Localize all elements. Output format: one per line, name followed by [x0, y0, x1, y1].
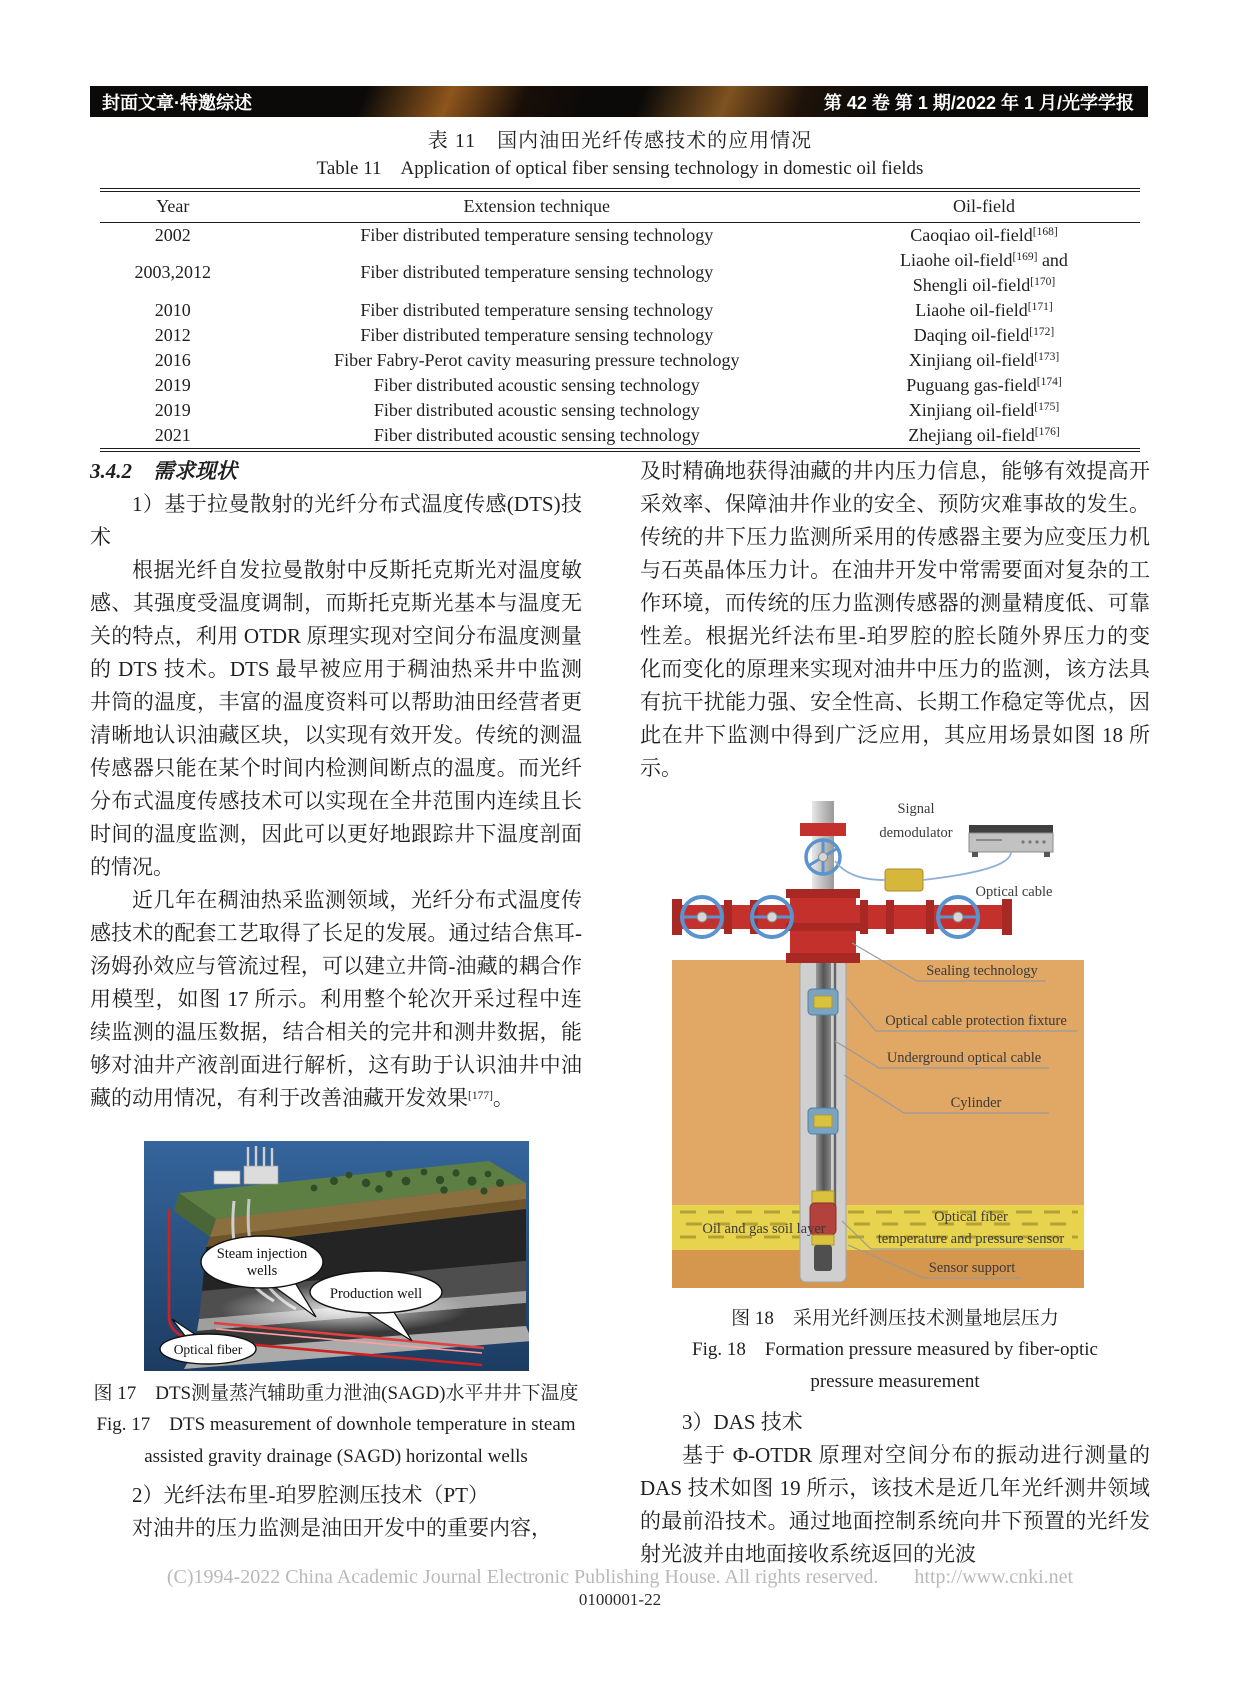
- page-header-band: [90, 86, 1148, 117]
- paragraph: 及时精确地获得油藏的井内压力信息，能够有效提高开采效率、保障油井作业的安全、预防灾难事故的发生。传统的井下压力监测所采用的传感器主要为应变压力机与石英晶体压力计。在油井开发中常需要面对复杂的工作环境，而传统的压力监测传感器的测量精度低、可靠性差。根据光纤法布里-珀罗腔的腔长随外界压力的变化而变化的原理来实现对油井中压力的监测，该方法具有抗干扰能力强、安全性高、长期工作稳定等优点，因此在井下监测中得到广泛应用，其应用场景如图 18 所示。: [640, 459, 1150, 780]
- paragraph-text: 近几年在稠油热采监测领域，光纤分布式温度传感技术的配套工艺取得了长足的发展。通过结合焦耳-汤姆孙效应与管流过程，可以建立井筒-油藏的耦合作用模型，如图 17 所示。利用整个轮次开采过程中连续监测的温压数据，结合相关的完井和测井数据，能够对油井产液剖面进行解析，这有助于认识油井中油藏的动用情况，有利于改善油藏开发效果: [90, 888, 582, 1110]
- fig18-label-underground-cable: Underground optical cable: [886, 1050, 1042, 1066]
- cell-year: 2019: [154, 399, 191, 420]
- table-body: [100, 222, 1140, 448]
- cell-year: 2012: [154, 324, 191, 345]
- footer-url: http://www.cnki.net: [914, 1566, 1074, 1588]
- paragraph: 1）基于拉曼散射的光纤分布式温度传感(DTS)技术: [90, 492, 582, 549]
- fig18-label-oil-gas-soil-layer: Oil and gas soil layer: [702, 1221, 826, 1237]
- figure-18-image: [654, 793, 1089, 1288]
- section-heading: 3.4.2 需求现状: [90, 459, 237, 483]
- fig18-label-optical-cable: Optical cable: [975, 884, 1053, 900]
- figure-18-caption-en-line2: pressure measurement: [810, 1371, 980, 1392]
- header-issue-info: 第 42 卷 第 1 期/2022 年 1 月/光学学报: [823, 92, 1134, 113]
- header-column-label: 封面文章·特邀综述: [102, 92, 252, 113]
- body-columns: [90, 455, 1150, 1571]
- table-row: [100, 423, 1140, 448]
- right-column: [640, 455, 1150, 1571]
- table-row: [100, 248, 1140, 298]
- fig18-label-protection-fixture: Optical cable protection fixture: [885, 1013, 1067, 1029]
- cell-technique: Fiber distributed temperature sensing technology: [360, 299, 714, 320]
- paragraph: 根据光纤自发拉曼散射中反斯托克斯光对温度敏感、其强度受温度调制，而斯托克斯光基本与温度无关的特点，利用 OTDR 原理实现对空间分布温度测量的 DTS 技术。DTS 最早被应用于稠油热采井中监测井筒的温度，丰富的温度资料可以帮助油田经营者更清晰地认识油藏区块，以实现有效开发。传统的测温传感器只能在某个时间内检测间断点的温度。而光纤分布式温度传感技术可以实现在全井范围内连续且长时间的温度监测，因此可以更好地跟踪井下温度剖面的情况。: [90, 558, 582, 879]
- table-row: [100, 373, 1140, 398]
- fig18-label-sensor-line2: temperature and pressure sensor: [877, 1231, 1065, 1247]
- column-header-year: Year: [100, 192, 246, 222]
- fig17-label-steam-wells-line2: wells: [246, 1263, 277, 1279]
- paragraph: 对油井的压力监测是油田开发中的重要内容，: [132, 1516, 552, 1540]
- table-row: [100, 222, 1140, 248]
- cell-oilfield: [828, 298, 1140, 323]
- fig18-label-signal-demodulator-line2: demodulator: [879, 825, 953, 841]
- figure-18-caption-zh: 图 18 采用光纤测压技术测量地层压力: [731, 1308, 1059, 1329]
- paragraph: 3）DAS 技术: [682, 1410, 803, 1434]
- fig17-label-production-well: Production well: [329, 1286, 422, 1302]
- cell-year: 2021: [154, 424, 191, 445]
- cell-technique: Fiber distributed temperature sensing technology: [360, 262, 714, 282]
- oilfield-line: Xinjiang oil-field[175]: [908, 399, 1060, 420]
- cell-oilfield: [828, 222, 1140, 248]
- cell-technique: Fiber distributed acoustic sensing technology: [373, 374, 700, 395]
- cell-oilfield: [828, 423, 1140, 448]
- reference-superscript: [171]: [1027, 300, 1053, 313]
- paragraph: [90, 884, 582, 1115]
- cell-year: 2019: [154, 374, 191, 395]
- cell-technique: Fiber distributed acoustic sensing technology: [373, 399, 700, 420]
- oilfield-line: Caoqiao oil-field[168]: [910, 224, 1058, 245]
- table-header-row: [100, 192, 1140, 222]
- fig18-label-signal-demodulator-line1: Signal: [897, 801, 935, 817]
- oilfield-line: Liaohe oil-field[171]: [915, 299, 1053, 320]
- reference-superscript: [174]: [1036, 375, 1062, 388]
- figure-17-caption-en-line1: Fig. 17 DTS measurement of downhole temperature in steam: [96, 1414, 576, 1435]
- reference-superscript: [177]: [468, 1090, 493, 1102]
- fig18-label-cylinder: Cylinder: [950, 1095, 1002, 1111]
- cell-oilfield: [828, 248, 1140, 298]
- reference-superscript: [168]: [1032, 225, 1058, 238]
- table-title-en: Table 11 Application of optical fiber sensing technology in domestic oil fields: [316, 158, 924, 179]
- figure-17-caption-zh: 图 17 DTS测量蒸汽辅助重力泄油(SAGD)水平井井下温度: [93, 1383, 579, 1404]
- oilfield-line: Shengli oil-field[170]: [912, 274, 1056, 295]
- figure-17-caption-en-line2: assisted gravity drainage (SAGD) horizontal wells: [144, 1446, 528, 1467]
- table-title-zh: 表 11 国内油田光纤传感技术的应用情况: [427, 130, 813, 152]
- column-header-oilfield: Oil-field: [828, 192, 1140, 222]
- oilfield-line: Daqing oil-field[172]: [913, 324, 1055, 345]
- table-row: [100, 298, 1140, 323]
- oilfield-line: Xinjiang oil-field[173]: [908, 349, 1060, 370]
- oilfield-line: Zhejiang oil-field[176]: [908, 424, 1060, 445]
- footer-copyright: [0, 1566, 1240, 1589]
- cell-oilfield: [828, 373, 1140, 398]
- cell-year: 2003,2012: [134, 262, 212, 282]
- table-bottom-rule: [100, 448, 1140, 452]
- reference-superscript: [176]: [1034, 425, 1060, 438]
- reference-superscript: [170]: [1030, 275, 1056, 288]
- cell-technique: Fiber Fabry-Perot cavity measuring pressure technology: [334, 349, 740, 370]
- cell-year: 2010: [154, 299, 191, 320]
- cell-year: 2016: [154, 349, 191, 370]
- cell-oilfield: [828, 398, 1140, 423]
- page-number: 0100001-22: [578, 1590, 662, 1609]
- fig17-label-optical-fiber: Optical fiber: [173, 1342, 242, 1357]
- figure-17-image: [144, 1141, 529, 1371]
- reference-superscript: [175]: [1034, 400, 1060, 413]
- oilfield-line: Puguang gas-field[174]: [906, 374, 1062, 395]
- table-row: [100, 348, 1140, 373]
- cell-technique: Fiber distributed temperature sensing technology: [360, 324, 714, 345]
- fig17-label-steam-wells-line1: Steam injection: [216, 1246, 307, 1262]
- figure-18-caption-en-line1: Fig. 18 Formation pressure measured by fiber-optic: [692, 1339, 1098, 1360]
- footer-copyright-text: (C)1994-2022 China Academic Journal Electronic Publishing House. All rights reserved.: [166, 1566, 879, 1588]
- reference-superscript: [169]: [1012, 250, 1038, 263]
- oilfield-line: Liaohe oil-field[169] and: [900, 249, 1068, 270]
- column-header-technique: Extension technique: [246, 192, 828, 222]
- cell-technique: Fiber distributed acoustic sensing technology: [373, 424, 700, 445]
- table-11: [100, 188, 1140, 452]
- fig18-label-sensor-support: Sensor support: [928, 1260, 1016, 1276]
- reference-superscript: [173]: [1034, 350, 1060, 363]
- table-row: [100, 323, 1140, 348]
- table-row: [100, 398, 1140, 423]
- paragraph: 2）光纤法布里-珀罗腔测压技术（PT）: [132, 1483, 489, 1507]
- cell-oilfield: [828, 323, 1140, 348]
- fig18-label-sealing-technology: Sealing technology: [926, 963, 1038, 979]
- fig18-label-sensor-line1: Optical fiber: [934, 1209, 1008, 1225]
- cell-oilfield: [828, 348, 1140, 373]
- paragraph: 基于 Φ-OTDR 原理对空间分布的振动进行测量的 DAS 技术如图 19 所示，该技术是近几年光纤测井领域的最前沿技术。通过地面控制系统向井下预置的光纤发射光波并由地面接收系统返回的光波: [640, 1443, 1150, 1566]
- paragraph-tail: 。: [492, 1086, 514, 1110]
- cell-year: 2002: [154, 224, 191, 245]
- reference-superscript: [172]: [1029, 325, 1055, 338]
- cell-technique: Fiber distributed temperature sensing technology: [360, 224, 714, 245]
- left-column: [90, 455, 582, 1571]
